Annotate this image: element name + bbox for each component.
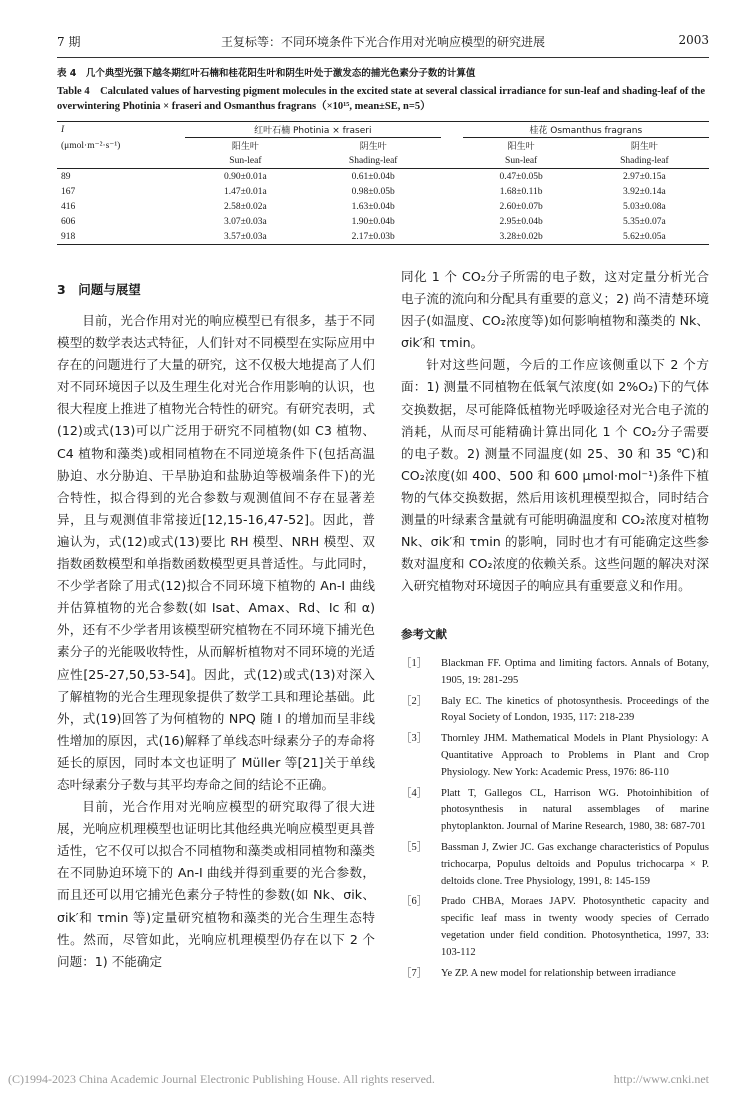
species-photinia-header: 红叶石楠 Photinia × fraseri [185, 122, 441, 138]
sun-leaf-en-1: Sun-leaf [185, 153, 306, 169]
right-column [401, 266, 709, 597]
table-row: 416 2.58±0.02a 1.63±0.04b 2.60±0.07b 5.03±0.08a [61, 201, 666, 212]
table-row: 89 0.90±0.01a 0.61±0.04b 0.47±0.05b 2.97±0.15a [61, 171, 666, 182]
reference-item: ［1］ Blackman FF. Optima and limiting factors. Annals of Botany, 1905, 19: 281-295 [401, 658, 709, 686]
reference-item: ［6］ Prado CHBA, Moraes JAPV. Photosynthetic capacity and specific leaf mass in twenty woody species of Cerrado vegetation under field condition. Photosynthetica, 1997, 33: 103-112 [401, 896, 709, 958]
table-caption-zh: 表 4 几个典型光强下越冬期红叶石楠和桂花阳生叶和阴生叶处于激发态的捕光色素分子数的计算值 [57, 68, 476, 79]
col-irradiance-header: I [57, 122, 185, 138]
sun-leaf-zh-2: 阳生叶 [507, 142, 535, 152]
left-column [57, 310, 375, 973]
reference-item: ［7］ Ye ZP. A new model for relationship between irradiance [401, 967, 676, 979]
running-title: 王复标等：不同环境条件下光合作用对光响应模型的研究进展 [220, 35, 545, 49]
reference-item: ［5］ Bassman J, Zwier JC. Gas exchange characteristics of Populus trichocarpa, Populus deltoids and Populus trichocarpa × P. deltoids clone. Tree Physiology, 1991, 8: 145-159 [401, 841, 709, 887]
copyright-footer [8, 1072, 709, 1087]
paragraph: 针对这些问题，今后的工作应该侧重以下 2 个方面：1) 测量不同植物在低氧气浓度(如 2%O₂)下的气体交换数据，尽可能降低植物光呼吸途径对光合电子流的消耗，从而尽可能精确计算出同化 1 个 CO₂分子需要的电子数。2) 测量不同温度(如 25、30 和 35 ℃)和 CO₂浓度(如 400、500 和 600 μmol·mol⁻¹)条件下植物的气体交换数据，然后用该机理模型拟合，同时结合测量的叶绿素含量就有可能明确温度和 CO₂浓度对植物 Nk、σik′和 τmin 的影响，同时也才有可能确定这些参数对温度和 CO₂浓度的依赖关系。这些问题的解决对深入研究植物对环境因子的响应具有重要意义和作用。 [401, 357, 709, 594]
paragraph: 同化 1 个 CO₂分子所需的电子数，这对定量分析光合电子流的流向和分配具有重要的意义；2) 尚不清楚环境因子(如温度、CO₂浓度等)如何影响植物和藻类的 Nk、σik′和 τmin。 [401, 269, 709, 351]
running-header [57, 33, 709, 51]
sun-leaf-en-2: Sun-leaf [463, 153, 580, 169]
shade-leaf-en-2: Shading-leaf [580, 153, 709, 169]
footer-url[interactable]: http://www.cnki.net [613, 1072, 709, 1086]
table-caption-en: Table 4 Calculated values of harvesting pigment molecules in the excited state at several classical irradiance for sun-leaf and shading-leaf of the overwintering Photinia × fraseri and Osmanthus fragrans（×10¹⁵, mean±SE, n=5） [57, 86, 706, 112]
page-number: 2003 [678, 33, 709, 47]
reference-item: ［4］ Platt T, Gallegos CL, Harrison WG. Photoinhibition of photosynthesis in natural assemblages of marine phytoplankton. Journal of Marine Research, 1980, 38: 687-701 [401, 787, 709, 833]
copyright-text: (C)1994-2023 China Academic Journal Electronic Publishing House. All rights reserved. [8, 1072, 435, 1086]
reference-item: ［2］ Baly EC. The kinetics of photosynthesis. Proceedings of the Royal Society of London, 1935, 117: 218-239 [401, 695, 709, 724]
shade-leaf-zh-2: 阴生叶 [630, 142, 658, 152]
shade-leaf-en-1: Shading-leaf [306, 153, 441, 169]
sun-leaf-zh-1: 阳生叶 [231, 142, 259, 152]
col-irradiance-unit: (μmol·m⁻²·s⁻¹) [61, 140, 121, 151]
references-heading: 参考文献 [401, 627, 447, 641]
reference-item: ［3］ Thornley JHM. Mathematical Models in Plant Physiology: A Quantitative Approach to Problems in Plant and Crop Physiology. New York: Academic Press, 1976: 86-110 [401, 733, 709, 778]
table-row: 918 3.57±0.03a 2.17±0.03b 3.28±0.02b 5.62±0.05a [57, 229, 709, 245]
header-rule [57, 57, 709, 58]
reference-list [401, 656, 709, 986]
table-row: 606 3.07±0.03a 1.90±0.04b 2.95±0.04b 5.35±0.07a [61, 216, 666, 227]
paragraph: 目前，光合作用对光响应模型的研究取得了很大进展，光响应机理模型也证明比其他经典光响应模型更具普适性，它不仅可以拟合不同植物和藻类或相同植物和藻类在不同胁迫环境下的 An-I 曲线并得到重要的光合参数，而且还可以用它捕光色素分子特性的参数(如 Nk、σik、σik′和 τmin 等)定量研究植物和藻类的光合生理生态特性。然而，尽管如此，光响应机理模型仍存在以下 2 个问题：1) 不能确定 [57, 799, 375, 969]
table-4 [57, 121, 709, 245]
species-osmanthus-header: 桂花 Osmanthus fragrans [463, 122, 709, 138]
table-row: 167 1.47±0.01a 0.98±0.05b 1.68±0.11b 3.92±0.14a [61, 186, 666, 197]
issue-number: 7 期 [57, 35, 81, 49]
shade-leaf-zh-1: 阴生叶 [359, 142, 387, 152]
section-heading: 3 问题与展望 [57, 282, 141, 297]
paragraph: 目前，光合作用对光的响应模型已有很多，基于不同模型的数学表达式特征，人们针对不同模型在实际应用中存在的问题进行了大量的研究，这不仅极大地提高了人们对不同环境因子以及生理生化对光合作用影响的认识，也很大程度上推进了植物光合特性的研究。有研究表明，式(12)或式(13)可以广泛用于研究不同植物(如 C3 植物、C4 植物和藻类)或相同植物在不同逆境条件下(包括高温胁迫、水分胁迫、干旱胁迫和盐胁迫等极端条件下)的光合特性，拟合得到的光合参数与观测值间不存在显著差异，且与观测值非常接近[12,15-16,47-52]。因此，普遍认为，式(12)或式(13)要比 RH 模型、NRH 模型、双指数函数模型和单指数函数模型更具普适性。与此同时，不少学者除了用式(12)拟合不同环境下植物的 An-I 曲线并估算植物的光合参数(如 Isat、Amax、Rd、Ic 和 α)外，还有不少学者用该模型研究植物在不同环境下捕光色素分子的光能吸收特性，从而解析植物对不同环境的光适应性[25-27,50,53-54]。因此，式(12)或式(13)对深入了解植物的光合生理现象提供了数学工具和理论基础。此外，式(19)回答了为何植物的 NPQ 随 I 的增加而呈非线性增加的原因，式(16)解释了单线态叶绿素分子的寿命将延长的原因，同时本文也证明了 Müller 等[21]关于单线态叶绿素分子数与其平均寿命之间的结论不正确。 [57, 313, 375, 792]
